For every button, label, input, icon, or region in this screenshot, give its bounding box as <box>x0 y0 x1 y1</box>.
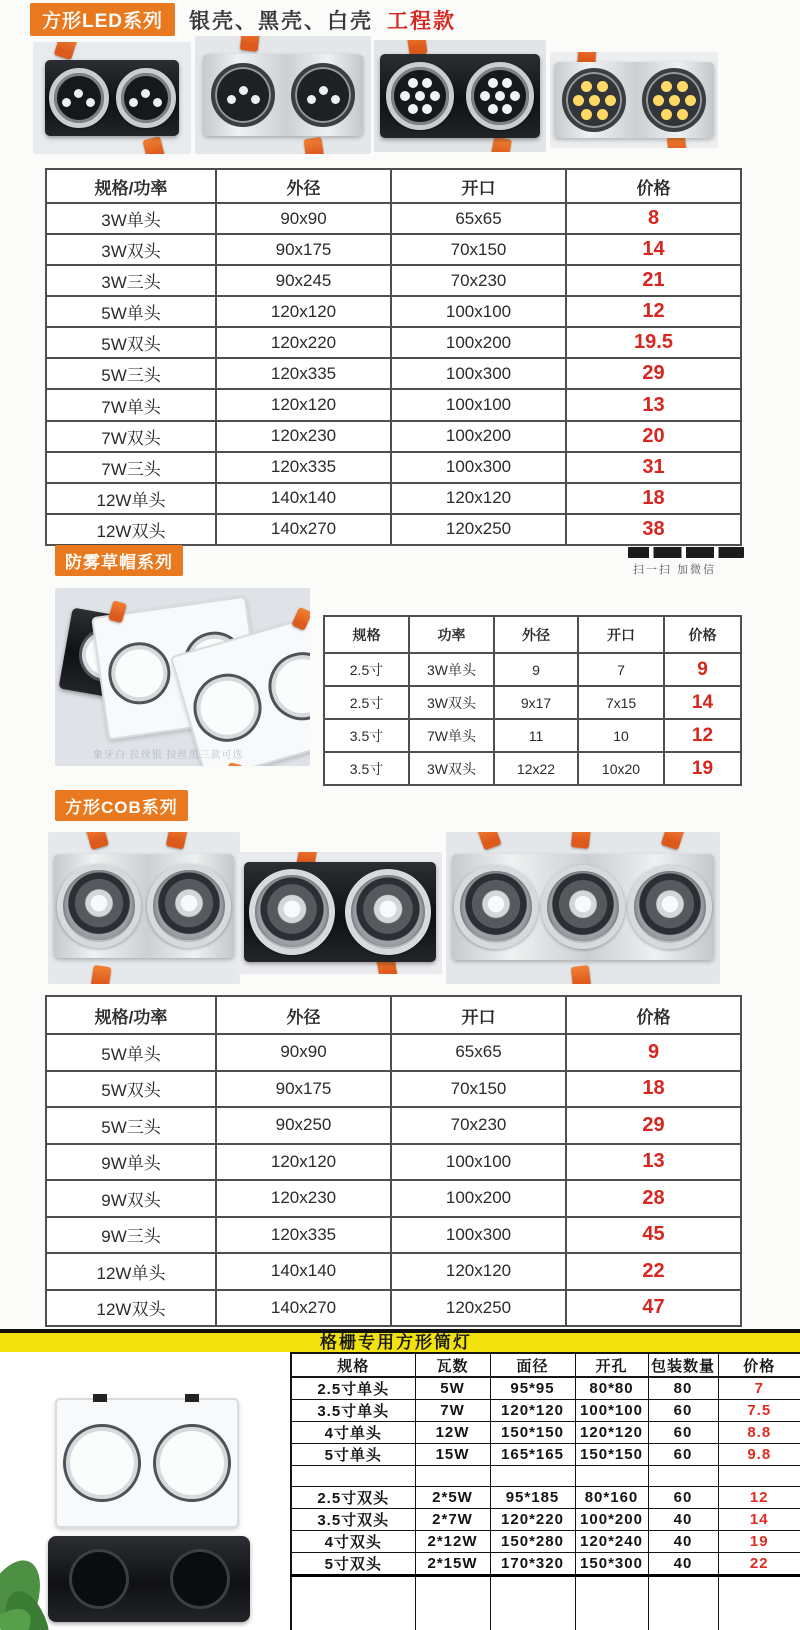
fixture <box>452 854 714 960</box>
table-row: 12W双头 140x270 120x250 47 <box>46 1290 741 1327</box>
lamp-head <box>63 1424 141 1502</box>
table-row: 2.5寸双头 2*5W 95*185 80*160 60 12 <box>291 1487 800 1509</box>
mounting-clip-icon <box>571 832 591 849</box>
fixture <box>554 62 714 138</box>
cob-lamp-head <box>345 869 431 955</box>
lamp-head <box>291 63 355 127</box>
photo-caption: 象牙白 拉丝银 拉丝黑三款可选 <box>93 750 244 761</box>
fixture <box>48 1536 250 1622</box>
series-badge-antifog: 防雾草帽系列 <box>55 545 183 576</box>
table-header-row <box>46 169 741 203</box>
mounting-clip-icon <box>661 832 686 850</box>
cob-lamp-head <box>147 864 231 948</box>
mounting-clip-icon <box>240 36 260 52</box>
project-grade-tag: 工程款 <box>387 9 457 33</box>
mounting-clip-icon <box>490 137 512 152</box>
table-header-row <box>46 996 741 1034</box>
table-row: 规格/功率 外径 开口 价格 <box>46 169 741 203</box>
mounting-clip-icon <box>476 832 501 850</box>
cob-lamp-head <box>541 865 625 949</box>
antifog-spec-table <box>323 615 742 786</box>
table-row: 9W双头 120x230 100x200 28 <box>46 1180 741 1217</box>
series-badge-cob: 方形COB系列 <box>55 790 188 821</box>
shell-colors-subtitle: 银壳、黑壳、白壳 <box>189 9 374 33</box>
grille-spec-table <box>290 1352 800 1630</box>
fixture <box>244 862 436 962</box>
lamp-head <box>116 68 176 128</box>
table-row: 5W单头 120x120 100x100 12 <box>46 296 741 327</box>
table-header-row <box>324 616 741 653</box>
square-led-spec-table <box>45 168 742 546</box>
table-row: 3.5寸 7W单头 11 10 12 <box>324 719 741 752</box>
table-row: 12W单头 140x140 120x120 22 <box>46 1253 741 1290</box>
lamp-head <box>185 666 269 750</box>
table-row: 5寸双头 2*15W 170*320 150*300 40 22 <box>291 1553 800 1576</box>
fixture <box>380 54 540 138</box>
lamp-head <box>69 1549 129 1609</box>
lamp-head <box>153 1424 231 1502</box>
table-row: 5W三头 90x250 70x230 29 <box>46 1107 741 1144</box>
grille-section-banner <box>0 1333 800 1352</box>
table-row: 4寸单头 12W 150*150 120*120 60 8.8 <box>291 1422 800 1444</box>
lamp-head <box>49 68 109 128</box>
fixture <box>203 54 363 136</box>
product-photo-black-double <box>33 42 191 154</box>
lamp-head <box>562 68 626 132</box>
lamp-head <box>386 62 454 130</box>
lamp-head <box>642 68 706 132</box>
clip-slot <box>185 1394 199 1402</box>
table-row: 7W单头 120x120 100x100 13 <box>46 389 741 420</box>
empty-grid-row <box>291 1576 800 1630</box>
wechat-scan-note: 扫一扫 加微信 <box>633 564 717 576</box>
cob-lamp-head <box>57 864 141 948</box>
fixture <box>55 1398 239 1528</box>
table-row: 2.5寸 3W单头 9 7 9 <box>324 653 741 686</box>
mounting-clip-icon <box>90 965 111 984</box>
table-row: 9W三头 120x335 100x300 45 <box>46 1217 741 1254</box>
mounting-clip-icon <box>571 965 591 984</box>
table-row: 3.5寸单头 7W 120*120 100*100 60 7.5 <box>291 1400 800 1422</box>
table-row: 3.5寸双头 2*7W 120*220 100*200 40 14 <box>291 1509 800 1531</box>
table-row: 5寸单头 15W 165*165 150*150 60 9.8 <box>291 1444 800 1466</box>
table-row: 3W三头 90x245 70x230 21 <box>46 265 741 296</box>
mounting-clip-icon <box>54 42 79 60</box>
table-row: 5W双头 90x175 70x150 18 <box>46 1071 741 1108</box>
table-row <box>291 1466 800 1487</box>
table-row: 2.5寸单头 5W 95*95 80*80 80 7 <box>291 1377 800 1400</box>
table-row: 规格/功率 外径 开口 价格 <box>46 996 741 1034</box>
table-row: 规格 瓦数 面径 开孔 包装数量 价格 <box>291 1353 800 1377</box>
table-row: 9W单头 120x120 100x100 13 <box>46 1144 741 1181</box>
product-photo-silver-led-beads <box>550 52 718 148</box>
fixture <box>54 854 234 958</box>
table-row: 3W单头 90x90 65x65 8 <box>46 203 741 234</box>
grille-section-title: 格栅专用方形筒灯 <box>320 1333 472 1352</box>
table-row: 7W三头 120x335 100x300 31 <box>46 452 741 483</box>
table-row: 3W双头 90x175 70x150 14 <box>46 234 741 265</box>
product-photo-grille-downlights <box>0 1352 290 1630</box>
table-row: 12W单头 140x140 120x120 18 <box>46 483 741 514</box>
mounting-clip-icon <box>225 762 243 766</box>
table-row: 12W双头 140x270 120x250 38 <box>46 514 741 545</box>
cob-lamp-head <box>628 865 712 949</box>
table-row: 4寸双头 2*12W 150*280 120*240 40 19 <box>291 1531 800 1553</box>
lamp-head <box>466 62 534 130</box>
mounting-clip-icon <box>142 136 165 154</box>
product-photo-antifog-group <box>55 588 310 766</box>
lamp-head <box>104 638 174 708</box>
product-photo-cob-silver-double <box>48 832 240 984</box>
product-photo-cob-silver-triple <box>446 832 720 984</box>
product-photo-silver-double <box>195 36 371 154</box>
table-row: 2.5寸 3W双头 9x17 7x15 14 <box>324 686 741 719</box>
lamp-head <box>260 644 310 728</box>
table-row: 7W双头 120x230 100x200 20 <box>46 421 741 452</box>
fixture <box>45 60 179 136</box>
product-photo-black-double-led <box>374 40 546 152</box>
product-photo-cob-black-double <box>238 852 442 974</box>
cob-spec-table <box>45 995 742 1327</box>
cob-lamp-head <box>454 865 538 949</box>
table-row: 5W单头 90x90 65x65 9 <box>46 1034 741 1071</box>
clip-slot <box>93 1394 107 1402</box>
mounting-clip-icon <box>166 832 189 850</box>
page-header <box>30 3 456 36</box>
mounting-clip-icon <box>85 832 109 850</box>
table-row: 5W三头 120x335 100x300 29 <box>46 358 741 389</box>
lamp-head <box>211 63 275 127</box>
table-header-row <box>291 1353 800 1377</box>
table-row: 5W双头 120x220 100x200 19.5 <box>46 327 741 358</box>
table-row: 3.5寸 3W双头 12x22 10x20 19 <box>324 752 741 785</box>
series-badge-square-led: 方形LED系列 <box>30 3 175 36</box>
cob-lamp-head <box>249 869 335 955</box>
lamp-head <box>170 1549 230 1609</box>
mounting-clip-icon <box>108 600 127 623</box>
table-row: 规格 功率 外径 开口 价格 <box>324 616 741 653</box>
mounting-clip-icon <box>291 607 310 631</box>
cropped-logo <box>628 547 744 558</box>
mounting-clip-icon <box>303 137 324 154</box>
